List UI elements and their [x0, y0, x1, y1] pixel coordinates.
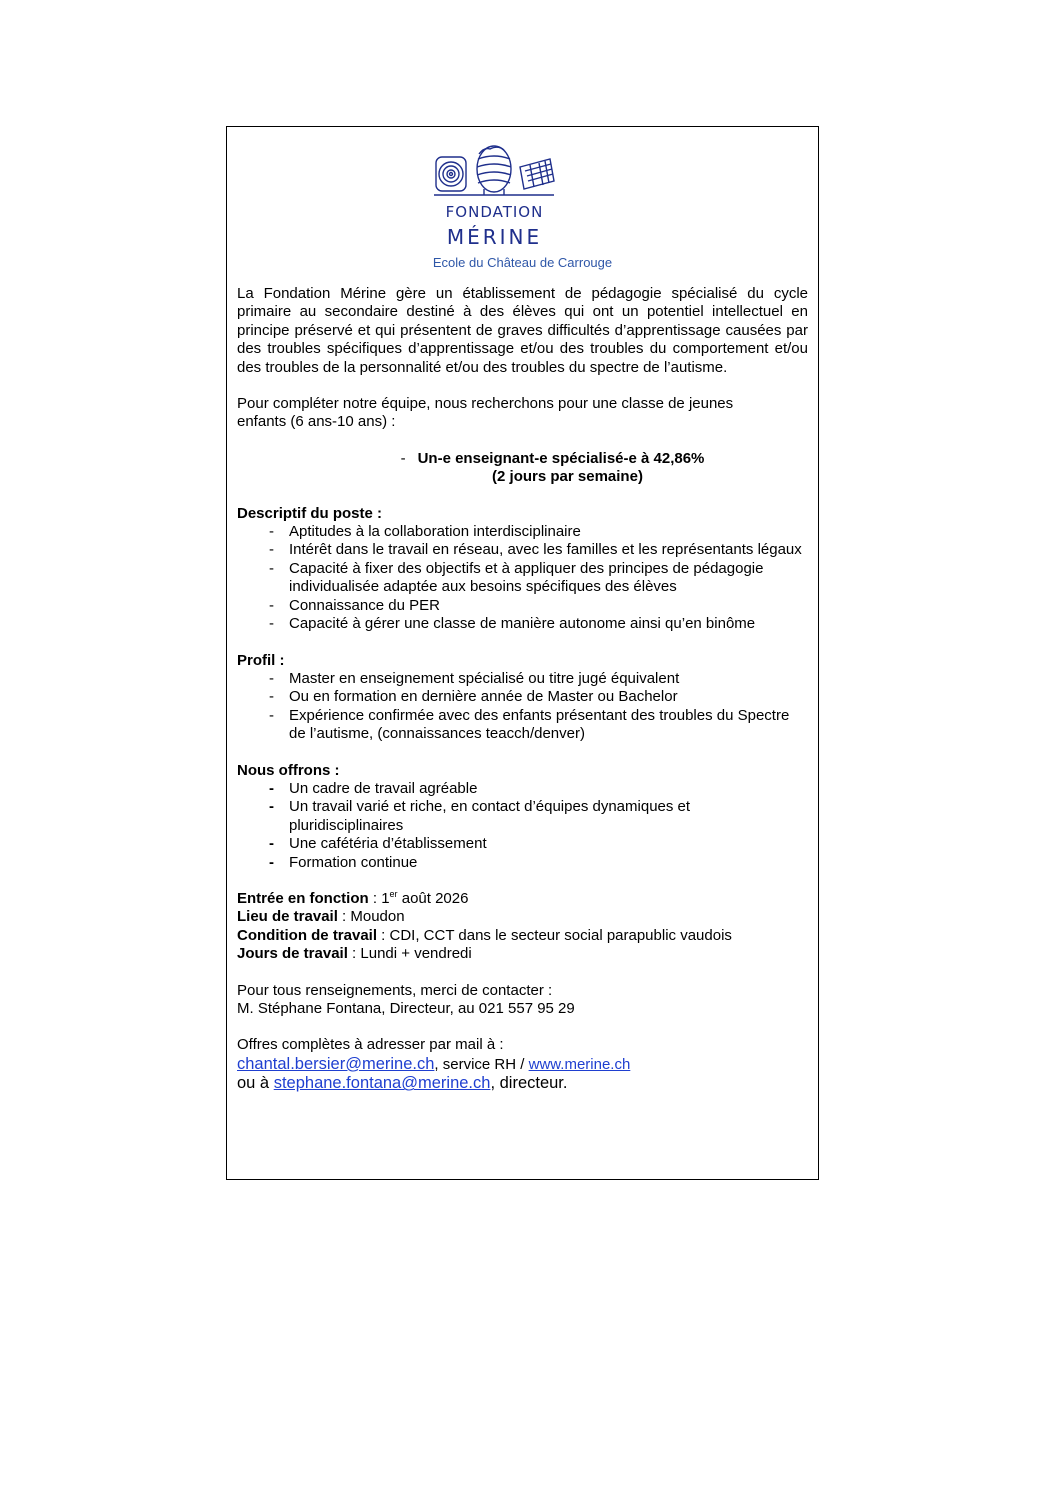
email-link-rh[interactable]: chantal.bersier@merine.ch — [237, 1054, 435, 1073]
descriptif-heading: Descriptif du poste : — [237, 504, 383, 522]
logo-text-fondation: FONDATION — [445, 203, 544, 221]
apply-director-text: , directeur. — [490, 1074, 568, 1093]
list-item: - Une cafétéria d’établissement — [237, 835, 808, 853]
start-date-sup: er — [389, 888, 398, 899]
list-item: - Capacité à gérer une classe de manière autonome ainsi qu’en binôme — [237, 615, 808, 633]
job-title-dash: - — [400, 449, 406, 467]
contact-line-2: M. Stéphane Fontana, Directeur, au 021 557 95 29 — [237, 1000, 575, 1017]
list-item: - Master en enseignement spécialisé ou titre jugé équivalent — [237, 670, 808, 688]
location-line — [237, 908, 808, 926]
start-date-line — [237, 890, 808, 908]
start-date-value: : 1 — [368, 889, 390, 907]
list-item: - Ou en formation en dernière année de Master ou Bachelor — [237, 688, 808, 706]
work-days-value: : Lundi + vendredi — [347, 945, 472, 963]
fondation-merine-logo — [432, 137, 557, 247]
list-item: - Intérêt dans le travail en réseau, avec les familles et les représentants légaux — [237, 541, 808, 559]
recruit-paragraph: Pour compléter notre équipe, nous recherchons pour une classe de jeunes enfants (6 ans-10 ans) : — [237, 395, 734, 431]
condition-label: Condition de travail — [237, 926, 378, 944]
list-item: - Connaissance du PER — [237, 597, 808, 615]
job-title — [237, 450, 808, 468]
contact-line-1: Pour tous renseignements, merci de contacter : — [237, 981, 553, 999]
apply-line-1 — [237, 1055, 808, 1074]
condition-value: : CDI, CCT dans le secteur social parapublic vaudois — [377, 926, 732, 944]
list-item: - Capacité à fixer des objectifs et à appliquer des principes de pédagogie individualisée adaptée aux besoins spécifiques des élèves — [237, 560, 808, 597]
email-link-director[interactable]: stephane.fontana@merine.ch — [273, 1074, 491, 1093]
website-link[interactable]: www.merine.ch — [528, 1055, 631, 1073]
start-date-label: Entrée en fonction — [237, 889, 369, 907]
job-title-text: Un-e enseignant-e spécialisé-e à 42,86% — [417, 449, 705, 467]
list-item: - Aptitudes à la collaboration interdisciplinaire — [237, 523, 808, 541]
logo-drawing-icon — [432, 137, 557, 201]
list-item: - Formation continue — [237, 854, 808, 872]
logo-text-merine: MÉRINE — [446, 225, 543, 249]
posting-body — [237, 285, 808, 1093]
descriptif-list — [237, 523, 808, 633]
offrons-heading: Nous offrons : — [237, 761, 340, 779]
start-date-month: août 2026 — [397, 889, 469, 907]
intro-paragraph: La Fondation Mérine gère un établissement de pédagogie spécialisé du cycle primaire au secondaire destiné à des élèves qui ont un potentiel intellectuel en principe préservé et qui présentent de graves difficultés d’apprentissage causées par des troubles spécifiques d’apprentissage et/ou des troubles du comportement et/ou des troubles de la personnalité et/ou des troubles du spectre de l’autisme. — [237, 285, 808, 376]
list-item: - Expérience confirmée avec des enfants présentant des troubles du Spectre de l’autisme, (connaissances teacch/denver) — [237, 707, 808, 744]
profil-list — [237, 670, 808, 744]
apply-rh-text: , service RH / — [434, 1055, 529, 1073]
list-item: - Un travail varié et riche, en contact d’équipes dynamiques et pluridisciplinaires — [237, 798, 808, 835]
offrons-list — [237, 780, 808, 872]
condition-line — [237, 927, 808, 945]
profil-heading: Profil : — [237, 651, 285, 669]
apply-line-2 — [237, 1074, 808, 1092]
school-name: Ecole du Château de Carrouge — [432, 255, 613, 270]
location-label: Lieu de travail — [237, 908, 338, 926]
location-value: : Moudon — [337, 908, 405, 926]
work-days-line — [237, 945, 808, 963]
apply-intro: Offres complètes à adresser par mail à : — [237, 1036, 504, 1054]
list-item: - Un cadre de travail agréable — [237, 780, 808, 798]
apply-or-text: ou à — [237, 1074, 274, 1093]
job-posting-frame — [226, 126, 819, 1180]
work-days-label: Jours de travail — [237, 945, 348, 963]
job-subtitle: (2 jours par semaine) — [492, 468, 643, 486]
